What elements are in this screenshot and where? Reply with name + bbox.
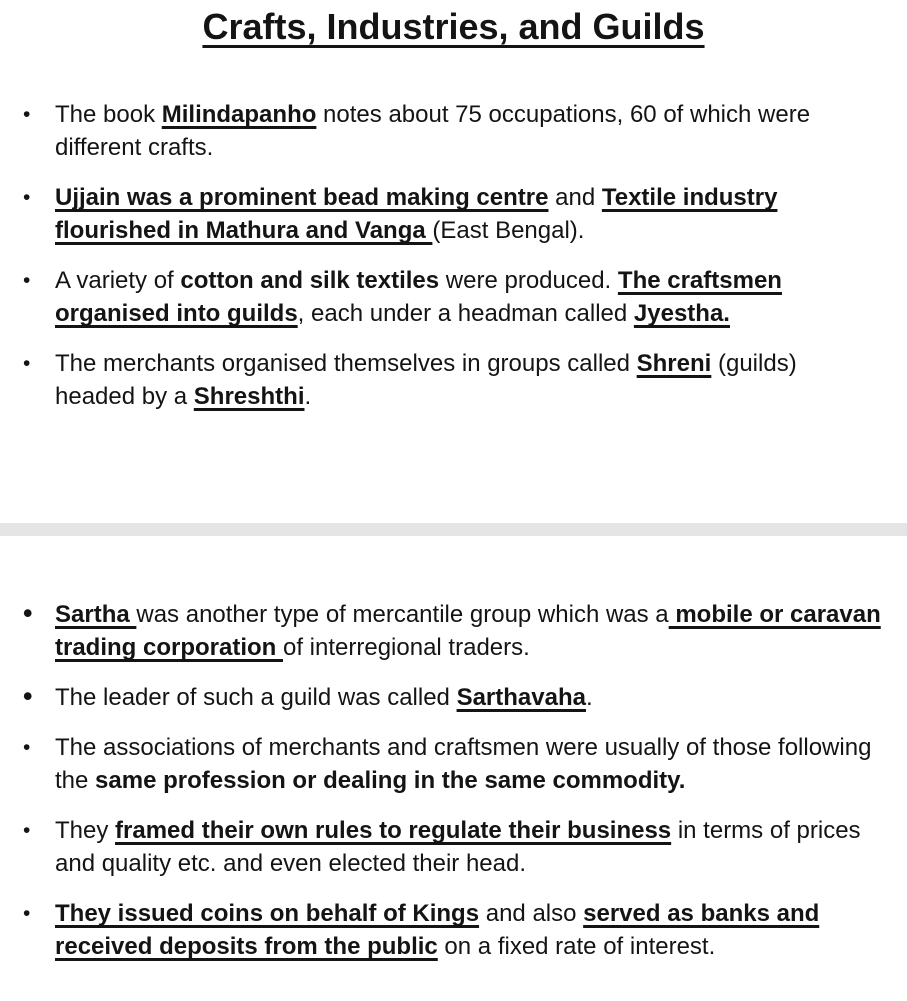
- text-segment: The craftsmen organised into guilds: [55, 267, 782, 327]
- text-segment: Jyestha.: [633, 300, 730, 327]
- slide-1: [0, 98, 907, 430]
- text-segment: Sartha: [55, 601, 137, 628]
- text-segment: framed their own rules to regulate their business: [115, 817, 672, 844]
- bullet-item: [22, 598, 885, 664]
- bullet-item: [22, 98, 885, 164]
- bullet-marker-icon: •: [23, 186, 31, 209]
- bullet-item: [22, 181, 885, 247]
- bullet-marker-icon: •: [23, 681, 33, 711]
- text-segment: Shreni: [636, 350, 712, 377]
- text-segment: Textile industry flourished in Mathura and Vanga: [55, 184, 778, 244]
- text-segment: and: [548, 184, 602, 211]
- text-segment: of interregional traders.: [283, 634, 530, 661]
- section-divider: [0, 523, 907, 536]
- text-segment: The book: [55, 101, 162, 128]
- text-segment: A variety of: [55, 267, 181, 294]
- text-segment: Milindapanho: [161, 101, 317, 128]
- bullet-marker-icon: •: [23, 598, 33, 628]
- text-segment: Ujjain was a prominent bead making centre: [55, 184, 549, 211]
- bullet-item: [22, 731, 885, 797]
- text-segment: .: [304, 383, 312, 410]
- text-segment: They issued coins on behalf of Kings: [55, 900, 480, 927]
- text-segment: served as banks and received deposits from the public: [55, 900, 820, 960]
- text-segment: They: [55, 817, 116, 844]
- text-segment: .: [585, 684, 593, 711]
- text-segment: were produced.: [439, 267, 618, 294]
- text-segment: and also: [479, 900, 584, 927]
- text-segment: was another type of mercantile group which was a: [136, 601, 669, 628]
- text-segment: mobile or caravan trading corporation: [55, 601, 881, 661]
- text-segment: The merchants organised themselves in groups called: [55, 350, 637, 377]
- bullet-item: [22, 264, 885, 330]
- text-segment: (guilds) headed by a: [55, 350, 797, 410]
- bullet-marker-icon: •: [23, 902, 31, 925]
- text-segment: The associations of merchants and craftsmen were usually of those following the: [55, 734, 872, 794]
- bullet-item: [22, 347, 885, 413]
- text-segment: in terms of prices and quality etc. and even elected their head.: [55, 817, 861, 877]
- bullet-list-1: [0, 98, 907, 413]
- text-segment: on a fixed rate of interest.: [437, 933, 716, 960]
- text-segment: notes about 75 occupations, 60 of which were different crafts.: [55, 101, 811, 161]
- text-segment: cotton and silk textiles: [180, 267, 440, 294]
- bullet-marker-icon: •: [23, 352, 31, 375]
- text-segment: Sarthavaha: [456, 684, 586, 711]
- bullet-marker-icon: •: [23, 269, 31, 292]
- bullet-list-2: [0, 598, 907, 963]
- text-segment: The leader of such a guild was called: [55, 684, 457, 711]
- text-segment: , each under a headman called: [297, 300, 634, 327]
- text-segment: same profession or dealing in the same commodity.: [95, 767, 686, 794]
- slide-2: [0, 598, 907, 980]
- bullet-item: [22, 814, 885, 880]
- bullet-marker-icon: •: [23, 103, 31, 126]
- bullet-item: [22, 897, 885, 963]
- text-segment: (East Bengal).: [432, 217, 585, 244]
- text-segment: Shreshthi: [193, 383, 305, 410]
- bullet-marker-icon: •: [23, 819, 31, 842]
- bullet-marker-icon: •: [23, 736, 31, 759]
- page-title: Crafts, Industries, and Guilds: [202, 6, 705, 47]
- bullet-item: [22, 681, 885, 714]
